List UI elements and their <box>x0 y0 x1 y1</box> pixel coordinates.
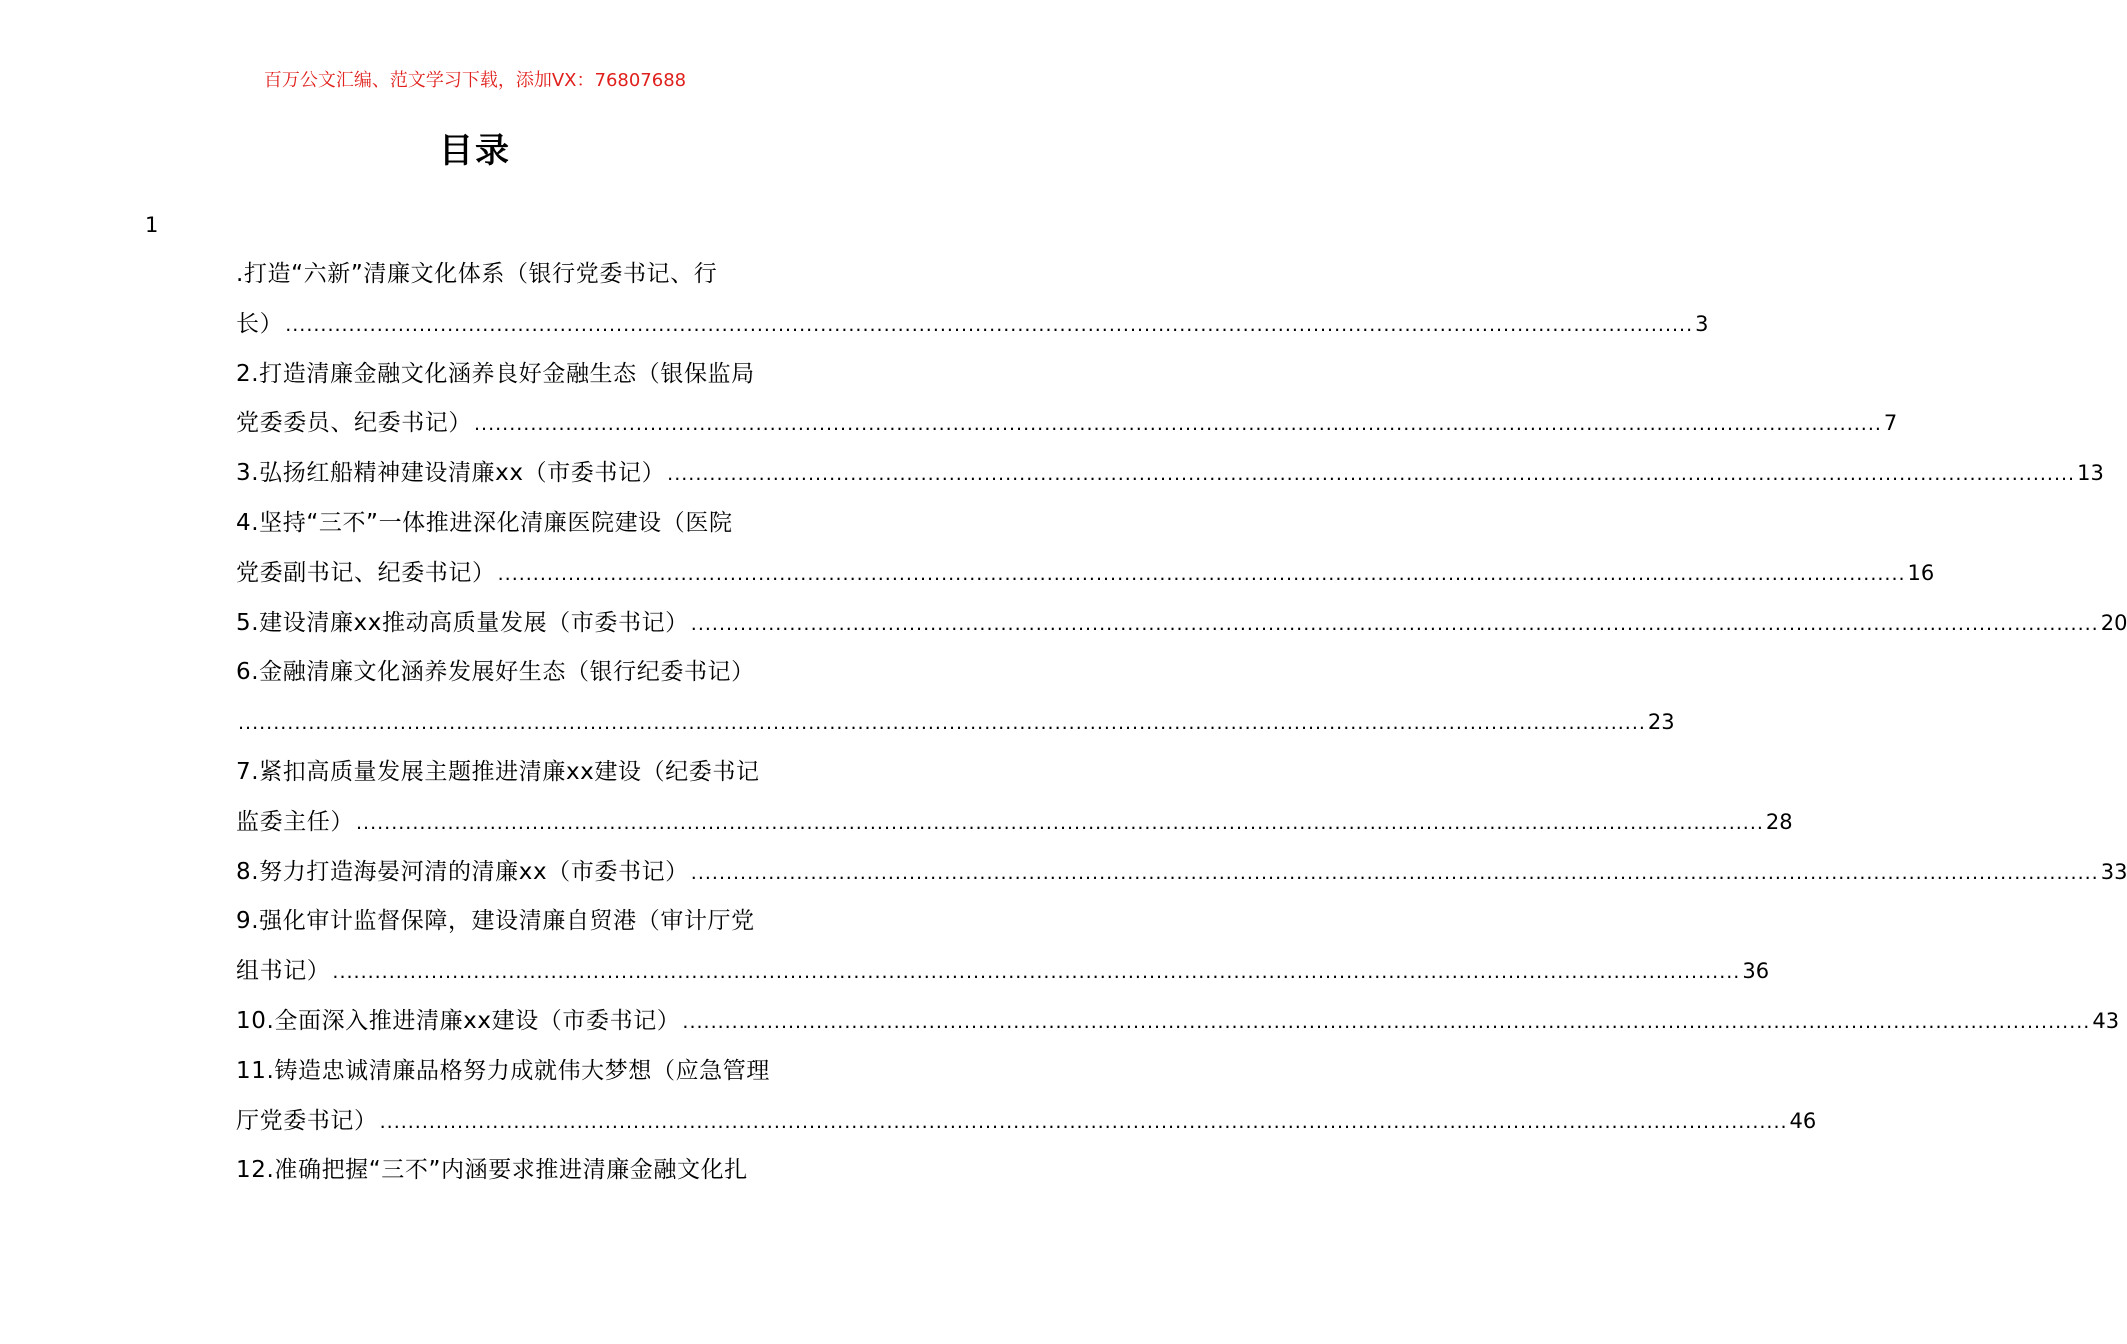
toc-entry-text: 8.努力打造海晏河清的清廉xx（市委书记） <box>236 858 689 885</box>
toc-page-number: 36 <box>1742 959 1770 984</box>
toc-entry-line[interactable] <box>236 449 2104 499</box>
toc-entry-line[interactable] <box>236 599 2127 649</box>
toc-entry-text: 12.准确把握“三不”内涵要求推进清廉金融文化扎 <box>236 1157 748 1184</box>
toc-entry-line[interactable] <box>236 848 2127 898</box>
toc-entry-line[interactable] <box>236 350 806 400</box>
toc-dot-leader: ........................................................................................................................................................................................................ <box>690 861 2099 884</box>
toc-entry-text: 长） <box>236 310 284 337</box>
toc-entry-text: 党委副书记、纪委书记） <box>236 559 496 586</box>
toc-entry-text: 6.金融清廉文化涵养发展好生态（银行纪委书记） <box>236 659 755 686</box>
toc-entry-text: 11.铸造忠诚清廉品格努力成就伟大梦想（应急管理 <box>236 1057 770 1084</box>
toc-entry-text: 监委主任） <box>236 808 354 835</box>
toc-page-number: 20 <box>2100 610 2127 635</box>
toc-dot-leader: ........................................................................................................................................................................................................ <box>667 463 2076 486</box>
toc-entry-text: 5.建设清廉xx推动高质量发展（市委书记） <box>236 609 689 636</box>
toc-entry-line[interactable] <box>236 549 1935 599</box>
toc-page-number: 33 <box>2100 859 2127 884</box>
toc-dot-leader: ........................................................................................................................................................................................................ <box>238 712 1646 735</box>
toc-entry-text: 党委委员、纪委书记） <box>236 410 472 437</box>
toc-entry-line[interactable] <box>236 300 1709 350</box>
toc-page-number: 23 <box>1647 710 1675 735</box>
toc-entry-line[interactable] <box>236 698 1675 748</box>
toc-page-number: 7 <box>1883 411 1898 436</box>
toc-entry-line[interactable] <box>236 1047 806 1097</box>
toc-entry-line[interactable] <box>236 947 1770 997</box>
toc-entry-line[interactable] <box>236 1146 806 1196</box>
toc-entry-text: 厅党委书记） <box>236 1107 378 1134</box>
toc-entry-line[interactable] <box>236 499 806 549</box>
toc-page-number: 3 <box>1695 311 1709 336</box>
toc-entry-text: 9.强化审计监督保障，建设清廉自贸港（审计厅党 <box>236 908 755 935</box>
watermark-header: 百万公文汇编、范文学习下载，添加VX：76807688 <box>263 70 687 91</box>
toc-entry-line[interactable] <box>236 648 806 698</box>
toc-entry-text: 7.紧扣高质量发展主题推进清廉xx建设（纪委书记 <box>236 758 760 785</box>
toc-entry-text: 4.坚持“三不”一体推进深化清廉医院建设（医院 <box>236 509 733 536</box>
toc-entry-line[interactable] <box>236 399 1898 449</box>
toc-entry-text: 2.打造清廉金融文化涵养良好金融生态（银保监局 <box>236 360 755 387</box>
toc-entry-line[interactable] <box>236 748 806 798</box>
page-title: 目录 <box>439 131 511 171</box>
toc-dot-leader: ........................................................................................................................................................................................................ <box>497 562 1906 585</box>
toc-entry-line[interactable] <box>236 798 1793 848</box>
toc-entry-text: .打造“六新”清廉文化体系（银行党委书记、行 <box>236 261 718 287</box>
toc-page-number: 46 <box>1789 1108 1817 1133</box>
toc-entry-text: 组书记） <box>236 958 331 985</box>
toc-page-number: 16 <box>1907 560 1935 585</box>
toc-page-number: 43 <box>2092 1008 2120 1033</box>
toc-dot-leader: ........................................................................................................................................................................................................ <box>356 811 1764 834</box>
toc-entry-text: 10.全面深入推进清廉xx建设（市委书记） <box>236 1007 681 1034</box>
toc-entry-text: 3.弘扬红船精神建设清廉xx（市委书记） <box>236 460 666 487</box>
table-of-contents <box>236 250 2127 1196</box>
toc-entry-line[interactable] <box>236 1097 1817 1147</box>
toc-dot-leader: ........................................................................................................................................................................................................ <box>690 612 2099 635</box>
toc-dot-leader: ........................................................................................................................................................................................................ <box>474 413 1882 436</box>
toc-dot-leader: ........................................................................................................................................................................................................ <box>379 1110 1788 1133</box>
toc-level-number: 1 <box>145 213 159 237</box>
toc-entry-line[interactable] <box>236 897 806 947</box>
toc-page-number: 28 <box>1765 809 1793 834</box>
toc-page-number: 13 <box>2077 461 2104 486</box>
toc-dot-leader: ........................................................................................................................................................................................................ <box>332 961 1741 984</box>
toc-dot-leader: ........................................................................................................................................................................................................ <box>682 1010 2091 1033</box>
toc-entry-line[interactable] <box>236 997 2120 1047</box>
toc-entry-line[interactable] <box>236 250 806 300</box>
toc-dot-leader: ........................................................................................................................................................................................................ <box>285 313 1694 336</box>
